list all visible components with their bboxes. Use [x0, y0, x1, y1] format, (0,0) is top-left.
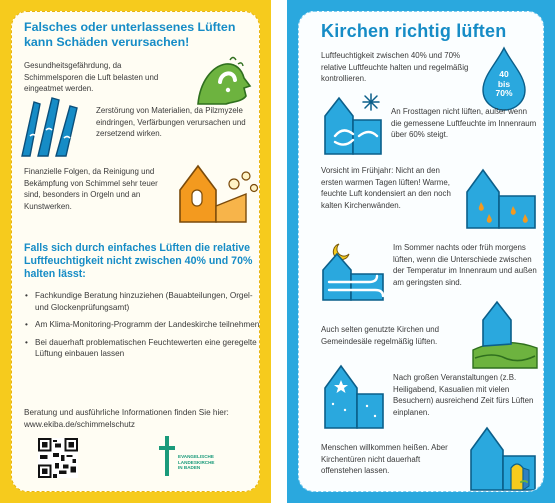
risk-material-text: Zerstörung von Materialien, da Pilzmyzele eindringen, Verfärbungen verursachen und zersetzend wirken. [96, 106, 246, 139]
tip-events-text: Nach großen Veranstaltungen (z.B. Heiligabend, Kasualien mit vielen Besuchern) ausreichend Zeit fürs Lüften einplanen. [393, 373, 534, 417]
tip-doors-text: Menschen willkommen heißen. Aber Kirchentüren nicht dauerhaft offenstehen lassen. [321, 443, 448, 476]
tip-frost-text: An Frosttagen nicht lüften, außer wenn die gemessene Luftfeuchte im Innenraum über 60% steigt. [391, 107, 537, 140]
tip-rarely-used-text: Auch selten genutzte Kirchen und Gemeindesäle regelmäßig lüften. [321, 325, 440, 346]
list-item: • Fachkundige Beratung hinzuziehen (Bauabteilungen, Orgel- und Glockenprüfungsamt) [24, 290, 260, 313]
left-title: Falsches oder unterlassenes Lüften kann Schäden verursachen! [24, 20, 236, 49]
left-subheading: Falls sich durch einfaches Lüften die relative Luftfeuchtigkeit nicht zwischen 40% und 70% halten lässt: [24, 242, 253, 280]
church-logo [158, 436, 176, 476]
tip-spring-text: Vorsicht im Frühjahr: Nicht an den ersten warmen Tagen lüften! Warme, feuchte Luft kondensiert an den noch kalten Kirchenwänden. [321, 166, 451, 210]
list-item: • Am Klima-Monitoring-Programm der Landeskirche teilnehmen [24, 319, 260, 331]
tip-summer-text: Im Sommer nachts oder früh morgens lüften, wenn die Unterschiede zwischen der Temperatur im Innenraum und außen am geringsten sind. [393, 243, 537, 287]
qr-code [38, 438, 78, 478]
right-flyer-panel [298, 11, 544, 492]
right-title: Kirchen richtig lüften [321, 21, 507, 41]
left-flyer-panel [11, 11, 260, 492]
church-condensation-icon [461, 162, 541, 232]
church-coins-icon [172, 160, 260, 228]
church-frost-icon [319, 90, 387, 158]
church-night-wind-icon [317, 238, 389, 302]
mold-head-icon [190, 52, 260, 108]
church-star-icon [319, 358, 389, 430]
church-open-door-icon [465, 420, 541, 492]
list-item: • Bei dauerhaft problematischen Feuchtewerten eine geregelte Lüftung einbauen lassen [24, 337, 260, 360]
recommendation-list [24, 290, 260, 366]
right-flyer [287, 0, 555, 503]
risk-health-text: Gesundheitsgefährdung, da Schimmelsporen die Luft belasten und eingeatmet werden. [24, 61, 159, 94]
footer-info-text: Beratung und ausführliche Informationen finden Sie hier: www.ekiba.de/schimmelschutz [24, 408, 229, 429]
church-logo-text: EVANGELISCHE LANDESKIRCHE IN BADEN [178, 454, 215, 471]
left-flyer [0, 0, 271, 503]
water-drop-icon: 40 bis 70% [479, 46, 529, 112]
risk-finance-text: Finanzielle Folgen, da Reinigung und Bekämpfung von Schimmel sehr teuer sind, besonders in Orgeln und an Kunstwerken. [24, 167, 158, 211]
church-hill-icon [467, 298, 541, 370]
cross-icon [158, 436, 176, 476]
tip-humidity-text: Luftfeuchtigkeit zwischen 40% und 70% relative Luftfeuchte halten und regelmäßig kontrollieren. [321, 51, 469, 84]
organ-pipes-icon [18, 96, 94, 158]
